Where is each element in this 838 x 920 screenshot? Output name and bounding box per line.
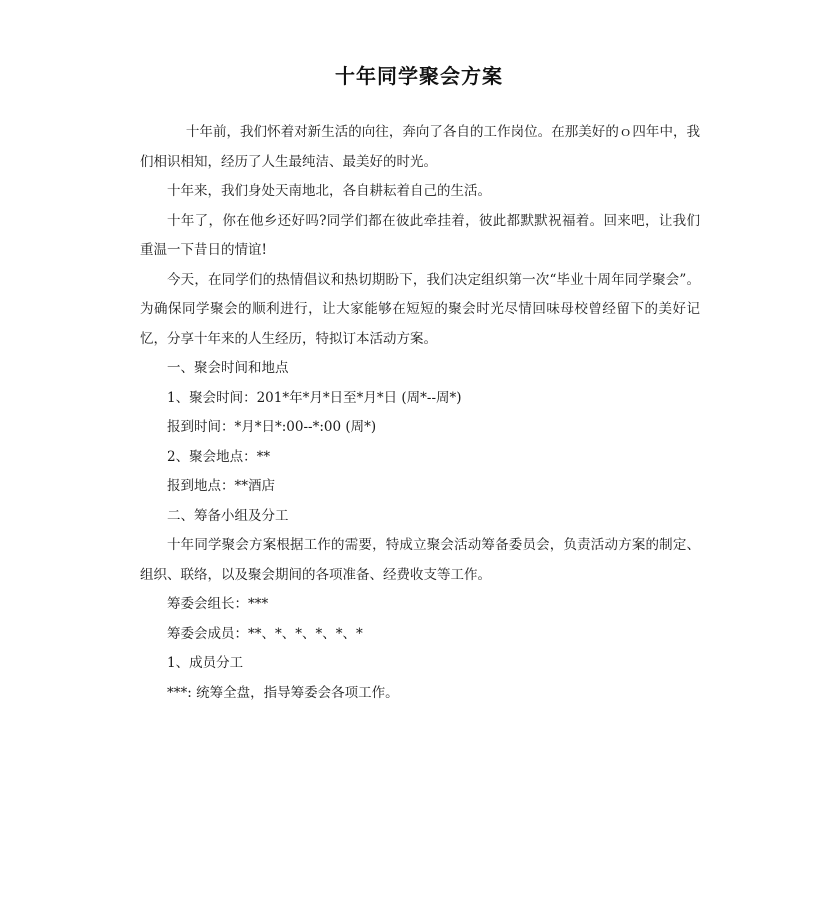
committee-members-line: 筹委会成员：**、*、*、*、*、* [167, 625, 363, 642]
committee-leader-line: 筹委会组长：*** [167, 596, 269, 612]
checkin-place-line: 报到地点：**酒店 [167, 478, 275, 494]
decision-paragraph: 今天，在同学们的热情倡议和热切期盼下，我们决定组织第一次“毕业十周年同学聚会”。为确保同学聚会的顺利进行，让大家能够在短短的聚会时光尽情回味母校曾经留下的美好记忆，分享十年来的人生经历，特拟订本活动方案。 [140, 271, 700, 347]
meeting-place-line: 2、聚会地点：** [167, 448, 271, 465]
checkin-time-line: 报到时间：*月*日*:00--*:00 (周*) [167, 419, 377, 435]
subsection-heading: 1、成员分工 [167, 655, 244, 671]
committee-paragraph: 十年同学聚会方案根据工作的需要，特成立聚会活动筹备委员会，负责活动方案的制定、组织、联络，以及聚会期间的各项准备、经费收支等工作。 [140, 537, 700, 583]
section2-heading: 二、筹备小组及分工 [167, 507, 289, 524]
greeting-paragraph: 十年了，你在他乡还好吗?同学们都在彼此牵挂着，彼此都默默祝福着。回来吧，让我们重温一下昔日的情谊! [140, 212, 700, 258]
document-title: 十年同学聚会方案 [335, 64, 503, 88]
document-body [140, 118, 700, 708]
duty-line: ***: 统筹全盘，指导筹委会各项工作。 [167, 684, 399, 701]
section1-heading: 一、聚会时间和地点 [167, 360, 289, 376]
meeting-time-line: 1、聚会时间：201*年*月*日至*月*日 (周*--周*) [167, 389, 462, 406]
intro-paragraph: 十年前，我们怀着对新生活的向往，奔向了各自的工作岗位。在那美好的ｏ四年中，我们相识相知，经历了人生最纯洁、最美好的时光。 [140, 124, 700, 170]
ten-years-paragraph: 十年来，我们身处天南地北，各自耕耘着自己的生活。 [167, 183, 491, 199]
